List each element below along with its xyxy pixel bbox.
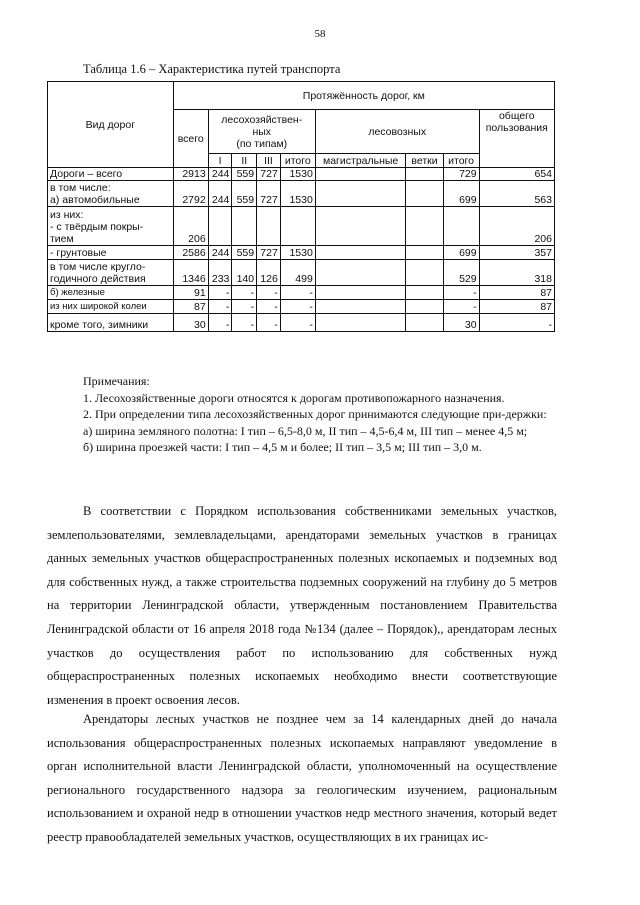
cell-type-3: - xyxy=(257,286,281,300)
cell-type-1: - xyxy=(208,300,232,314)
header-total: всего xyxy=(173,110,208,168)
cell-type-2 xyxy=(232,207,257,246)
cell-type-2: - xyxy=(232,314,257,332)
cell-public: 357 xyxy=(479,246,554,260)
transport-routes-table xyxy=(47,81,555,332)
cell-type-2: 559 xyxy=(232,246,257,260)
cell-forestry-total: 1530 xyxy=(280,181,315,207)
cell-logging-total: 729 xyxy=(443,168,479,181)
cell-logging-total: 30 xyxy=(443,314,479,332)
cell-total: 91 xyxy=(173,286,208,300)
cell-public: 206 xyxy=(479,207,554,246)
cell-type-2: 140 xyxy=(232,260,257,286)
header-type-3: III xyxy=(257,154,281,168)
cell-type-1: 244 xyxy=(208,168,232,181)
cell-main-roads xyxy=(315,300,406,314)
cell-road-type: из них широкой колеи xyxy=(48,300,174,314)
header-road-type: Вид дорог xyxy=(48,82,174,168)
cell-main-roads xyxy=(315,286,406,300)
cell-main-roads xyxy=(315,246,406,260)
cell-logging-total: - xyxy=(443,300,479,314)
cell-main-roads xyxy=(315,181,406,207)
cell-branches xyxy=(406,168,443,181)
note-2: 2. При определении типа лесохозяйственных дорог принимаются следующие при-держки: xyxy=(83,407,547,421)
table-row xyxy=(48,168,555,181)
cell-logging-total: 699 xyxy=(443,246,479,260)
cell-type-1: 244 xyxy=(208,246,232,260)
cell-forestry-total: 1530 xyxy=(280,168,315,181)
cell-type-1 xyxy=(208,207,232,246)
cell-public: 87 xyxy=(479,286,554,300)
cell-total: 2586 xyxy=(173,246,208,260)
cell-road-type: кроме того, зимники xyxy=(48,314,174,332)
cell-road-type: в том числе кругло- годичного действия xyxy=(48,260,174,286)
cell-main-roads xyxy=(315,207,406,246)
cell-branches xyxy=(406,300,443,314)
table-row xyxy=(48,300,555,314)
cell-logging-total: 529 xyxy=(443,260,479,286)
cell-public: 318 xyxy=(479,260,554,286)
page-number: 58 xyxy=(314,28,326,40)
cell-total: 2913 xyxy=(173,168,208,181)
cell-logging-total xyxy=(443,207,479,246)
body-paragraph-2: Арендаторы лесных участков не позднее чем за 14 календарных дней до начала использования общераспространенных полезных ископаемых направляют уведомление в орган исполнительной власти Ленинградской области, уполномоченный на осуществление регионального государственного надзора за геологическим изучением, рациональным использованием и охраной недр в отношении участков недр местного значения, который ведет реестр правообладателей земельных участков, осуществляющих в их границах ис- xyxy=(47,712,557,844)
cell-road-type: Дороги – всего xyxy=(48,168,174,181)
cell-public: - xyxy=(479,314,554,332)
cell-type-3: 126 xyxy=(257,260,281,286)
table-row xyxy=(48,181,555,207)
cell-main-roads xyxy=(315,168,406,181)
table-row xyxy=(48,207,555,246)
cell-forestry-total: 1530 xyxy=(280,246,315,260)
cell-type-2: - xyxy=(232,300,257,314)
cell-type-3: 727 xyxy=(257,246,281,260)
cell-road-type: в том числе: а) автомобильные xyxy=(48,181,174,207)
cell-total: 2792 xyxy=(173,181,208,207)
header-forestry: лесохозяйствен- ных (по типам) xyxy=(208,110,315,154)
cell-type-3: 727 xyxy=(257,181,281,207)
cell-forestry-total: - xyxy=(280,300,315,314)
cell-type-3: - xyxy=(257,300,281,314)
cell-forestry-total: 499 xyxy=(280,260,315,286)
notes xyxy=(47,373,557,456)
header-length: Протяжённость дорог, км xyxy=(173,82,554,110)
header-logging-total: итого xyxy=(443,154,479,168)
header-main-roads: магистральные xyxy=(315,154,406,168)
cell-main-roads xyxy=(315,314,406,332)
cell-type-2: 559 xyxy=(232,168,257,181)
header-forestry-total: итого xyxy=(280,154,315,168)
cell-branches xyxy=(406,246,443,260)
cell-type-1: 244 xyxy=(208,181,232,207)
header-public: общего пользования xyxy=(479,110,554,168)
cell-total: 206 xyxy=(173,207,208,246)
header-logging: лесовозных xyxy=(315,110,479,154)
cell-road-type: из них: - с твёрдым покры- тием xyxy=(48,207,174,246)
cell-forestry-total: - xyxy=(280,286,315,300)
note-2b: б) ширина проезжей части: I тип – 4,5 м и более; II тип – 3,5 м; III тип – 3,0 м. xyxy=(83,440,482,454)
cell-logging-total: 699 xyxy=(443,181,479,207)
cell-logging-total: - xyxy=(443,286,479,300)
cell-public: 87 xyxy=(479,300,554,314)
cell-total: 1346 xyxy=(173,260,208,286)
cell-branches xyxy=(406,260,443,286)
cell-type-3 xyxy=(257,207,281,246)
table-caption: Таблица 1.6 – Характеристика путей транспорта xyxy=(83,62,341,76)
cell-road-type: - грунтовые xyxy=(48,246,174,260)
cell-branches xyxy=(406,181,443,207)
cell-road-type: б) железные xyxy=(48,286,174,300)
table-row xyxy=(48,314,555,332)
cell-type-1: 233 xyxy=(208,260,232,286)
cell-type-1: - xyxy=(208,314,232,332)
cell-branches xyxy=(406,286,443,300)
cell-type-3: 727 xyxy=(257,168,281,181)
cell-branches xyxy=(406,314,443,332)
note-1: 1. Лесохозяйственные дороги относятся к дорогам противопожарного назначения. xyxy=(83,390,505,405)
notes-title: Примечания: xyxy=(83,374,150,388)
cell-type-1: - xyxy=(208,286,232,300)
cell-branches xyxy=(406,207,443,246)
cell-forestry-total: - xyxy=(280,314,315,332)
header-type-2: II xyxy=(232,154,257,168)
cell-total: 87 xyxy=(173,300,208,314)
cell-total: 30 xyxy=(173,314,208,332)
cell-type-2: - xyxy=(232,286,257,300)
table-row xyxy=(48,246,555,260)
cell-public: 563 xyxy=(479,181,554,207)
cell-type-2: 559 xyxy=(232,181,257,207)
cell-public: 654 xyxy=(479,168,554,181)
cell-forestry-total xyxy=(280,207,315,246)
header-type-1: I xyxy=(208,154,232,168)
note-2a: а) ширина земляного полотна: I тип – 6,5-8,0 м, II тип – 4,5-6,4 м, III тип – менее 4,5 м; xyxy=(83,423,528,438)
cell-main-roads xyxy=(315,260,406,286)
cell-type-3: - xyxy=(257,314,281,332)
table-row xyxy=(48,286,555,300)
table-row xyxy=(48,260,555,286)
body-paragraph-1: В соответствии с Порядком использования собственниками земельных участков, землепользователями, землевладельцами, арендаторами земельных участков в границах данных земельных участков общераспространенных полезных ископаемых и подземных вод для собственных нужд, а также строительства подземных сооружений на глубину до 5 метров на территории Ленинградской области, утвержденным постановлением Правительства Ленинградской области от 16 апреля 2018 года №134 (далее – Порядок),, арендаторам лесных участков до осуществления работ по использованию для собственных нужд общераспространенных полезных ископаемых необходимо внести соответствующие изменения в проект освоения лесов. xyxy=(47,504,557,707)
header-branches: ветки xyxy=(406,154,443,168)
